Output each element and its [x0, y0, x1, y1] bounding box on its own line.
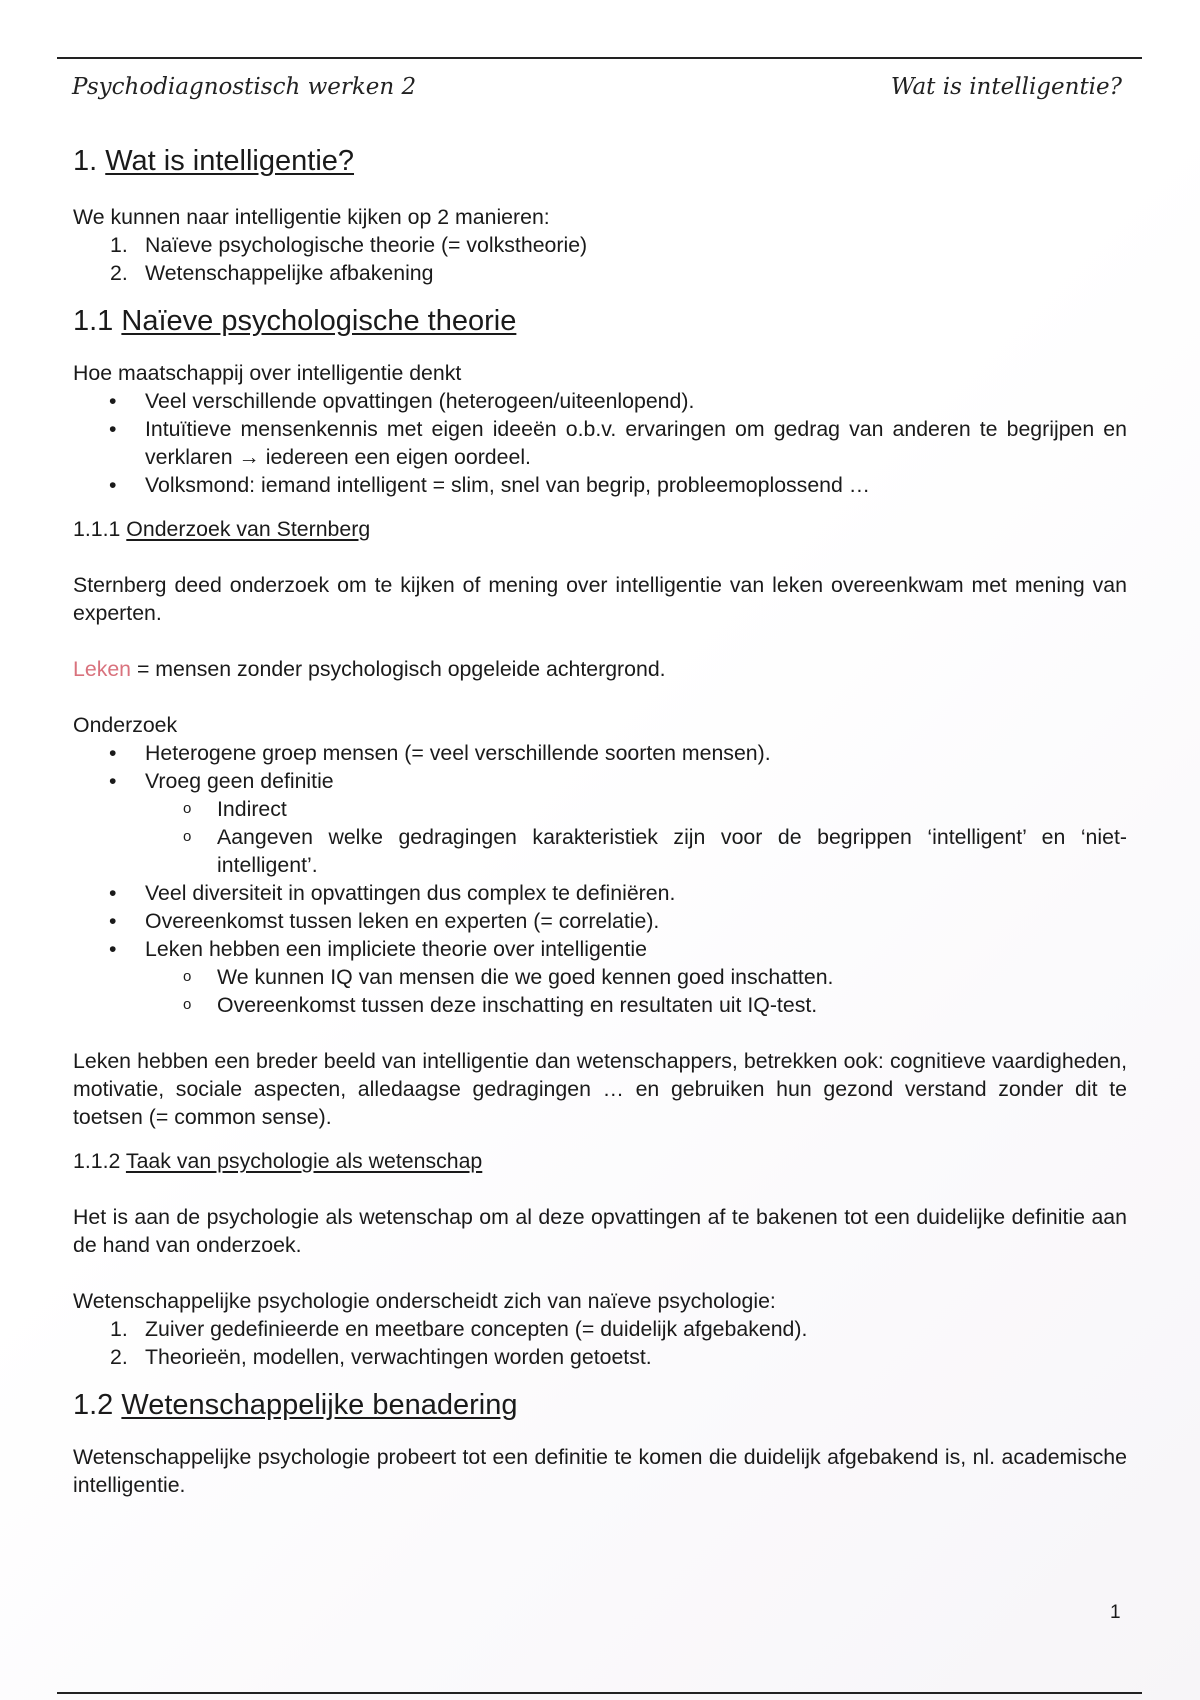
list-item: • Volksmond: iemand intelligent = slim, snel van begrip, probleemoplossend …	[73, 471, 1127, 499]
header-chapter-title: Wat is intelligentie?	[890, 74, 1122, 100]
list-number: 1.	[110, 1317, 128, 1341]
heading-title: Taak van psychologie als wetenschap	[125, 1149, 483, 1173]
heading-number: 1.1.1	[73, 517, 121, 541]
list-item	[73, 259, 1127, 287]
heading-number: 1.1	[73, 305, 114, 337]
heading-number: 1.2	[73, 1389, 114, 1421]
list-number: 2.	[110, 1345, 128, 1369]
running-header	[72, 74, 1122, 104]
list-item: • Veel verschillende opvattingen (heterogeen/uiteenlopend).	[73, 387, 1127, 415]
paragraph: Leken hebben een breder beeld van intelligentie dan wetenschappers, betrekken ook: cognitieve vaardigheden, motivatie, sociale aspecten, alledaagse gedragingen … en gebruiken hun gezond verstand zonder dit te toetsen (= common sense).	[73, 1049, 1127, 1129]
list-item: • Intuïtieve mensenkennis met eigen ideeën o.b.v. ervaringen om gedrag van anderen te begrijpen en verklaren → iedereen een eigen oordeel.	[73, 415, 1127, 471]
list-number: 2.	[110, 261, 128, 285]
sub-list	[73, 963, 1127, 1019]
footer-rule	[57, 1692, 1142, 1694]
definition-text: = mensen zonder psychologisch opgeleide achtergrond.	[131, 657, 666, 681]
list-item	[73, 907, 1127, 935]
list-item	[73, 935, 1127, 963]
list-item	[73, 739, 1127, 767]
list-item-text: Wetenschappelijke afbakening	[145, 261, 434, 285]
sub-list-item: o Aangeven welke gedragingen karakteristiek zijn voor de begrippen ‘intelligent’ en ‘niet-intelligent’.	[73, 823, 1127, 879]
header-rule	[57, 57, 1142, 59]
list-item-text: Zuiver gedefinieerde en meetbare concepten (= duidelijk afgebakend).	[145, 1317, 808, 1341]
heading-section-1-1-1	[73, 515, 1127, 543]
heading-number: 1.	[73, 145, 98, 177]
bullet-list	[73, 879, 1127, 963]
list-item	[73, 767, 1127, 795]
heading-number: 1.1.2	[73, 1149, 121, 1173]
heading-title: Wat is intelligentie?	[105, 145, 355, 177]
bullet-list	[73, 739, 1127, 795]
list-item-text: Vroeg geen definitie	[145, 769, 334, 793]
heading-section-1-2	[73, 1387, 1127, 1423]
paragraph: Wetenschappelijke psychologie onderscheidt zich van naïeve psychologie:	[73, 1289, 776, 1313]
sub-list-item: o We kunnen IQ van mensen die we goed kennen goed inschatten.	[73, 963, 1127, 991]
list-item-text: Leken hebben een impliciete theorie over intelligentie	[145, 937, 647, 961]
paragraph: Het is aan de psychologie als wetenschap om al deze opvattingen af te bakenen tot een duidelijke definitie aan de hand van onderzoek.	[73, 1205, 1127, 1257]
paragraph: We kunnen naar intelligentie kijken op 2 manieren:	[73, 205, 550, 229]
heading-section-1	[73, 143, 1127, 179]
numbered-list	[73, 231, 1127, 287]
list-item	[73, 1343, 1127, 1371]
paragraph: Hoe maatschappij over intelligentie denkt	[73, 361, 462, 385]
heading-title: Wetenschappelijke benadering	[121, 1389, 518, 1421]
heading-section-1-1-2	[73, 1147, 1127, 1175]
sub-list-item: o Overeenkomst tussen deze inschatting en resultaten uit IQ-test.	[73, 991, 1127, 1019]
document-body	[73, 143, 1127, 1499]
list-item-text: Veel diversiteit in opvattingen dus complex te definiëren.	[145, 881, 676, 905]
list-item	[73, 879, 1127, 907]
list-item	[73, 1315, 1127, 1343]
sub-list	[73, 795, 1127, 879]
heading-title: Onderzoek van Sternberg	[126, 517, 371, 541]
bullet-list	[73, 387, 1127, 499]
list-item-text: Theorieën, modellen, verwachtingen worden getoetst.	[145, 1345, 652, 1369]
page-number: 1	[1110, 1602, 1121, 1623]
definition-paragraph	[73, 655, 1127, 683]
header-course-title: Psychodiagnostisch werken 2	[72, 74, 417, 100]
list-item	[73, 231, 1127, 259]
list-number: 1.	[110, 233, 128, 257]
sub-list-item: o Indirect	[73, 795, 1127, 823]
numbered-list	[73, 1315, 1127, 1371]
definition-term: Leken	[73, 657, 132, 681]
paragraph: Sternberg deed onderzoek om te kijken of mening over intelligentie van leken overeenkwam met mening van experten.	[73, 573, 1127, 625]
heading-section-1-1	[73, 303, 1127, 339]
paragraph: Onderzoek	[73, 713, 178, 737]
paragraph: Wetenschappelijke psychologie probeert tot een definitie te komen die duidelijk afgebakend is, nl. academische intelligentie.	[73, 1445, 1127, 1497]
list-item-text: Heterogene groep mensen (= veel verschillende soorten mensen).	[145, 741, 771, 765]
list-item-text: Overeenkomst tussen leken en experten (= correlatie).	[145, 909, 660, 933]
list-item-text: Naïeve psychologische theorie (= volkstheorie)	[145, 233, 588, 257]
heading-title: Naïeve psychologische theorie	[121, 305, 517, 337]
